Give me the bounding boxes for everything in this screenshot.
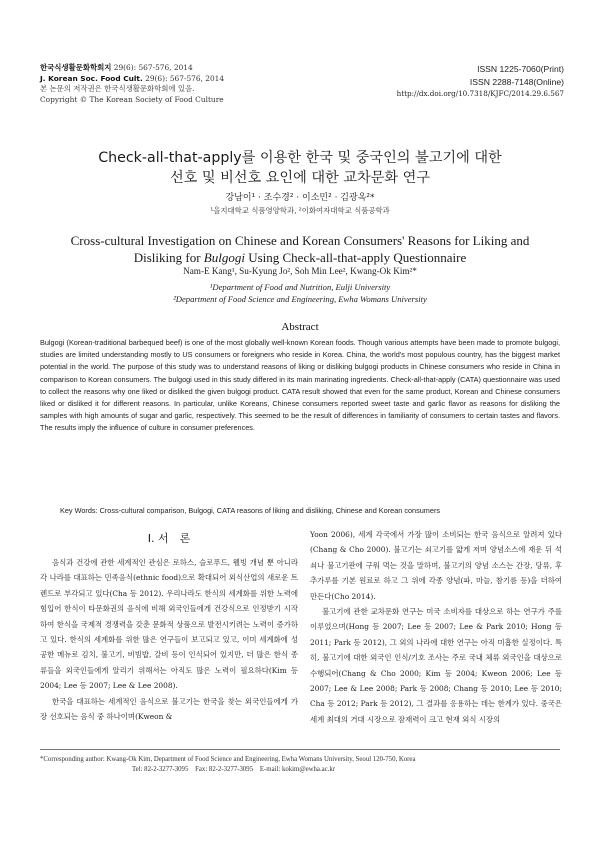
doi-link[interactable]: http://dx.doi.org/10.7318/KJFC/2014.29.6.567 [396,89,564,99]
keywords-label: Key Words: [60,506,100,515]
paragraph: Yoon 2006), 세계 각국에서 가장 많이 소비되는 한국 음식으로 알려져 있다(Chang & Cho 2000). 불고기는 쇠고기를 얇게 저며 양념소스에 재운 뒤 석쇠나 불고기판에 구워 먹는 것을 말하며, 불고기의 양념 소스는 간장, 당류, 후추가루를 기본 원료로 하고 그 위에 각종 양념(파, 마늘, 참기름 등)을 더하여 만든다(Cho 2014). [310,530,562,601]
corresponding-author-footnote [40,755,560,774]
title-english [0,232,600,266]
copyright-en: Copyright © The Korean Society of Food Culture [40,94,224,104]
title-english-line2 [0,249,600,266]
section-heading-introduction: I. 서 론 [147,532,191,545]
body-column-right [310,527,562,727]
title-english-line2-em: Bulgogi [203,250,245,265]
footnote-line1: *Corresponding author: Kwang-Ok Kim, Department of Food Science and Engineering, Ewha Womans University, Seoul 120-750, Korea [40,756,416,763]
abstract-body: Bulgogi (Korean-traditional barbequed beef) is one of the most globally well-known Korean foods. Though various attempts have been made to promote bulgogi, studies are limited understanding mostly to US consumers or foreigners who reside in Korea. China, the world's most populous country, has the biggest market potential in the world. The purpose of this study was to understand reasons of liking or disliking bulgogi products in Chinese consumers who reside in China in comparison to Korean consumers. The bulgogi used in this study differed in its main marinating ingredients. Check-all-that-apply (CATA) questionnaire was used to collect the reasons why one liked or disliked the given bulgogi product. CATA result showed that even for the same product, Korean and Chinese consumers liked or disliked it for different reasons. In particular, unlike Koreans, Chinese consumers reported sweet taste and garlic flavor as reasons for disliking the samples with high amounts of sugar and garlic, respectively. This seemed to be the result of differences in familiarity of consumers to certain tastes and flavors. The results imply the influence of culture in consumer preferences. [40,338,560,433]
keywords [60,506,560,515]
footnote-divider [40,749,560,750]
footnote-line2: Tel: 82-2-3277-3095 Fax: 82-2-3277-3095 E-mail: kokim@ewha.ac.kr [132,765,336,773]
journal-volume-ko: 29(6): 567-576, 2014 [111,63,193,72]
affiliation-1: ¹Department of Food and Nutrition, Eulji University [209,282,391,292]
paragraph: 음식과 건강에 관한 세계적인 관심은 로하스, 슬로푸드, 웰빙 개념 뿐 아니라 각 나라를 대표하는 민족음식(ethnic food)으로 확대되어 외식산업의 새로운 트렌드로 부각되고 있다(Cha 등 2012). 우리나라도 한식의 세계화를 위한 노력에 힘입어 한식이 타문화권의 음식에 비해 외국인들에게 건강식으로 인정받기 시작하여 한식을 국제적 경쟁력을 갖춘 문화적 상품으로 발전시키려는 노력이 증가하고 있다. 한식의 세계화를 위한 많은 연구들이 보고되고 있고, 이미 세계화에 성공한 메뉴로 김치, 불고기, 비빔밥, 갈비 등이 인식되어 있지만, 더 많은 한식 종류들을 외국인들에게 알리기 위해서는 아직도 많은 노력이 필요하다(Kim 등 2004; Lee 등 2007; Lee & Lee 2008). [40,558,298,691]
paragraph: 한국을 대표하는 세계적인 음식으로 불고기는 한국을 찾는 외국인들에게 가장 선호되는 음식 중 하나이며(Kweon & [40,696,298,722]
issn-online: ISSN 2288-7148(Online) [469,76,564,87]
copyright-ko: 본 논문의 저작권은 한국식생활문화학회에 있음. [40,84,195,94]
journal-info [40,63,340,105]
title-korean [0,148,600,188]
issn-block [397,63,564,101]
affiliations-korean: ¹을지대학교 식품영양학과, ²이화여자대학교 식품공학과 [210,206,390,215]
journal-name-ko: 한국식생활문화학회지 [40,63,112,72]
title-english-line2-post: Using Check-all-that-apply Questionnaire [244,250,467,265]
title-korean-line1: Check-all-that-apply를 이용한 한국 및 중국인의 불고기에 대한 [98,150,502,166]
paragraph: 불고기에 관한 교차문화 연구는 미국 소비자를 대상으로 하는 연구가 주를 이루었으며(Hong 등 2007; Lee 등 2007; Lee & Park 2010; Hong 등 2011; Park 등 2012), 그 외의 나라에 대한 연구는 아직 미흡한 실정이다. 특히, 불고기에 대한 외국인 인식/기호 조사는 주로 국내 체류 외국인을 대상으로 수행되어(Chang & Cho 2000; Kim 등 2004; Kweon 2006; Lee 등 2007; Lee & Lee 2008; Park 등 2008; Chang 등 2010; Lee 등 2010; Cha 등 2012; Park 등 2012), 그 결과를 응용하는 데는 한계가 있다. 중국은 세계 최대의 거대 시장으로 잠재력이 크고 현재 외식 시장의 [310,607,562,724]
authors-korean: 강남이¹ · 조수경² · 이소민² · 김광옥²* [225,193,375,203]
keywords-text: Cross-cultural comparison, Bulgogi, CATA reasons of liking and disliking, Chinese and Korean consumers [99,506,441,515]
abstract-heading: Abstract [281,321,319,333]
affiliation-2: ²Department of Food Science and Engineering, Ewha Womans University [173,294,427,304]
affiliations-english [0,281,600,305]
issn-print: ISSN 1225-7060(Print) [477,64,564,74]
title-english-line1: Cross-cultural Investigation on Chinese and Korean Consumers' Reasons for Liking and [70,233,530,248]
title-korean-line2: 선호 및 비선호 요인에 대한 교차문화 연구 [169,170,431,186]
title-english-line2-pre: Disliking for [133,250,204,265]
journal-name-en: J. Korean Soc. Food Cult. [40,73,143,83]
authors-english: Nam-E Kang¹, Su-Kyung Jo², Soh Min Lee², Kwang-Ok Kim²* [183,266,417,276]
body-column-left [40,555,298,724]
journal-volume-en: 29(6): 567-576, 2014 [142,73,225,83]
